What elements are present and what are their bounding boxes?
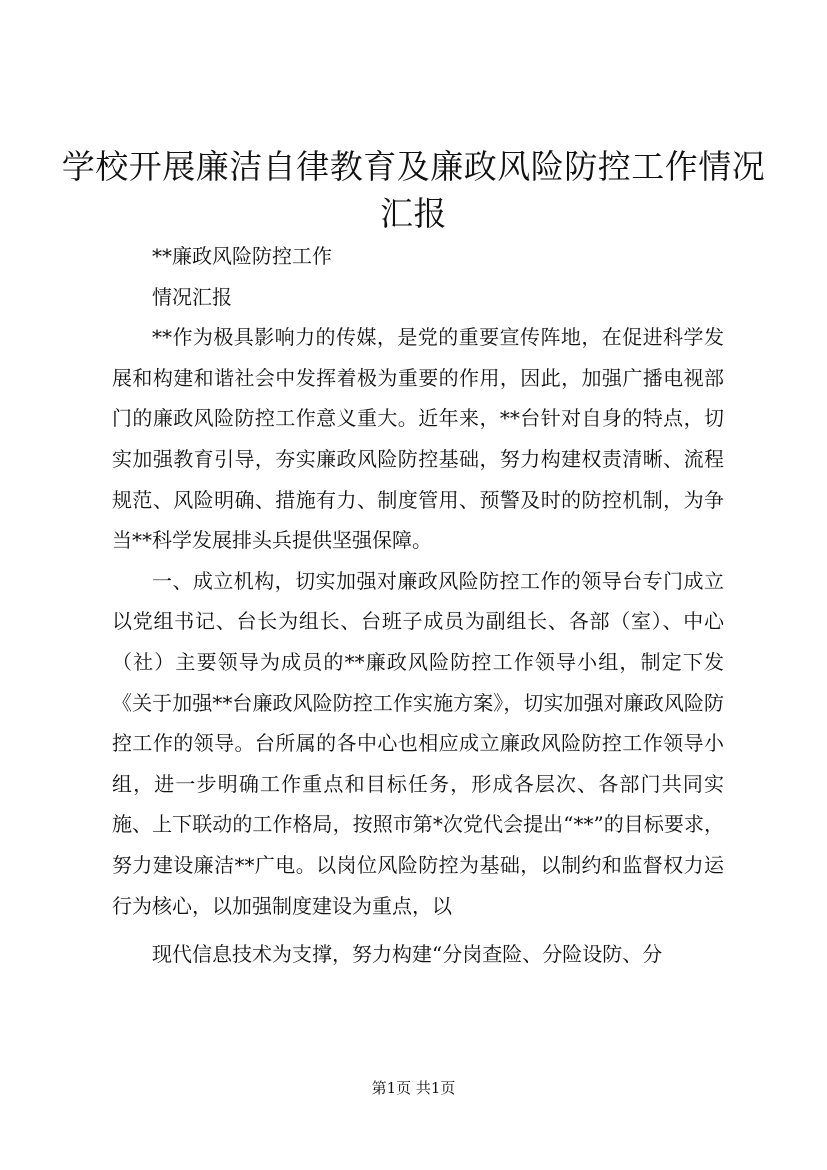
body-paragraph-continued: 现代信息技术为支撑，努力构建“分岗查险、分险设防、分 <box>152 942 663 967</box>
document-body <box>112 236 724 975</box>
body-paragraph-heading: **廉政风险防控工作 <box>152 244 332 268</box>
page-number-footer: 第1页 共1页 <box>371 1079 456 1097</box>
document-title: 学校开展廉洁自律教育及廉政风险防控工作情况汇报 <box>61 147 766 233</box>
body-paragraph-intro: **作为极具影响力的传媒，是党的重要宣传阵地，在促进科学发展和构建和谐社会中发挥着极为重要的作用，因此，加强广播电视部门的廉政风险防控工作意义重大。近年来，**台针对自身的特点，切实加强教育引导，夯实廉政风险防控基础，努力构建权责清晰、流程规范、风险明确、措施有力、制度管用、预警及时的防控机制，为争当**科学发展排头兵提供坚强保障。 <box>112 325 724 553</box>
body-paragraph-section-one: 一、成立机构，切实加强对廉政风险防控工作的领导台专门成立以党组书记、台长为组长、台班子成员为副组长、各部（室）、中心（社）主要领导为成员的**廉政风险防控工作领导小组，制定下发《关于加强**台廉政风险防控工作实施方案》，切实加强对廉政风险防控工作的领导。台所属的各中心也相应成立廉政风险防控工作领导小组，进一步明确工作重点和目标任务，形成各层次、各部门共同实施、上下联动的工作格局，按照市第*次党代会提出“**”的目标要求，努力建设廉洁**广电。以岗位风险防控为基础，以制约和监督权力运行为核心，以加强制度建设为重点，以 <box>112 568 724 918</box>
body-paragraph-subheading: 情况汇报 <box>152 284 232 309</box>
